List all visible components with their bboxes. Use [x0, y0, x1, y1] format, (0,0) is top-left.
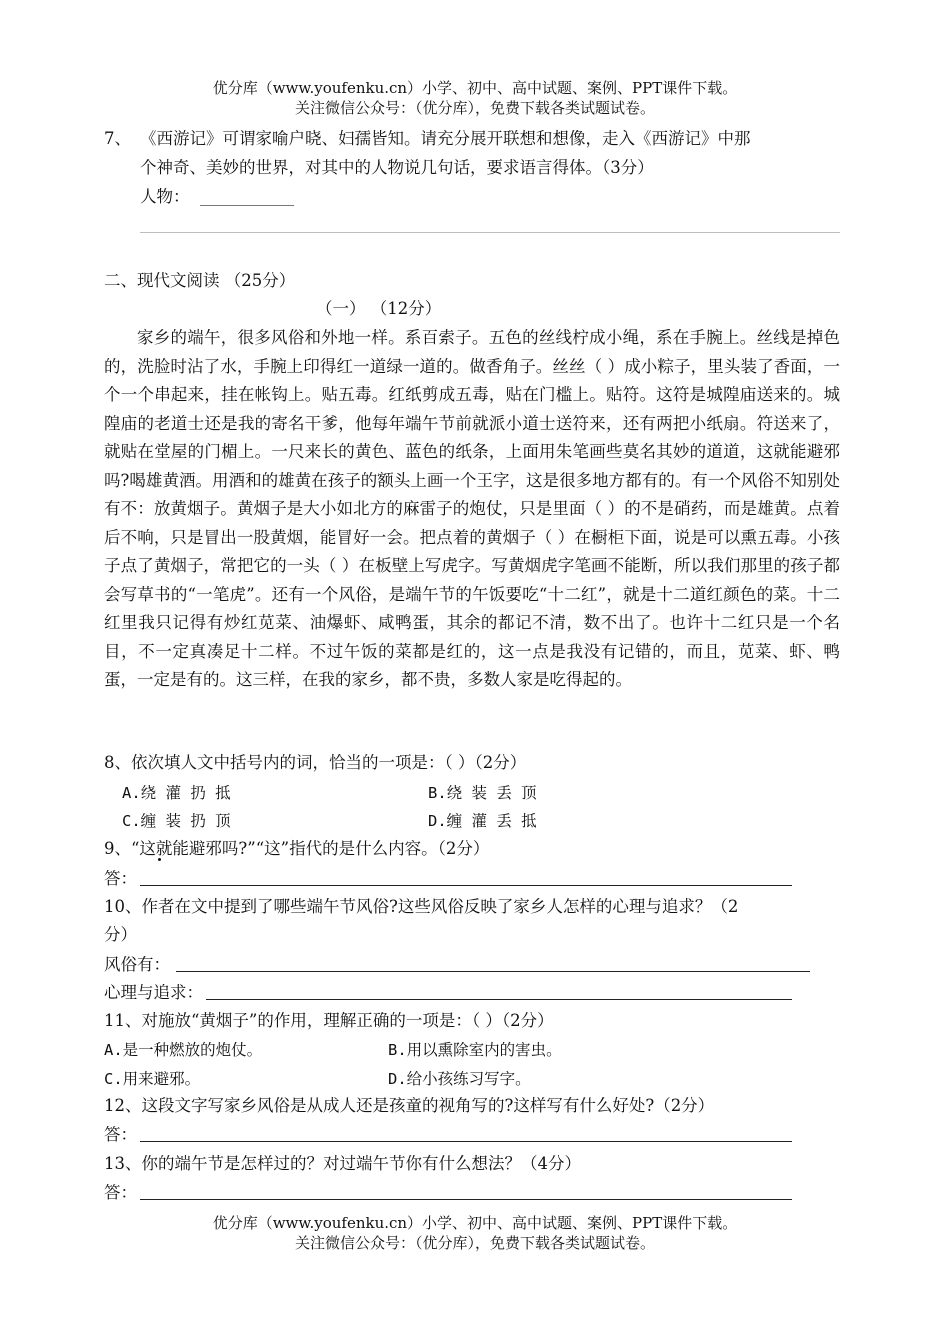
reading-passage: 家乡的端午，很多风俗和外地一样。系百索子。五色的丝线柠成小绳，系在手腕上。丝线是掉色的，洗脸时沾了水，手腕上印得红一道绿一道的。做香角子。丝丝（ ）成小粽子，里头装了香面，一个一个串起来，挂在帐钩上。贴五毒。红纸剪成五毒，贴在门槛上。贴符。这符是城隍庙送来的。城隍庙的老道士还是我的寄名干爹，他每年端午节前就派小道士送符来，还有两把小纸扇。符送来了，就贴在堂屋的门楣上。一尺来长的黄色、蓝色的纸条，上面用朱笔画些莫名其妙的道道，这就能避邪吗?喝雄黄酒。用酒和的雄黄在孩子的额头上画一个王字，这是很多地方都有的。有一个风俗不知别处有不：放黄烟子。黄烟子是大小如北方的麻雷子的炮仗，只是里面（ ）的不是硝药，而是雄黄。点着后不响，只是冒出一股黄烟，能冒好一会。把点着的黄烟子（ ）在橱柜下面，说是可以熏五毒。小孩子点了黄烟子，常把它的一头（ ）在板壁上写虎字。写黄烟虎字笔画不能断，所以我们那里的孩子都会写草书的“一笔虎”。还有一个风俗，是端午节的午饭要吃“十二红”，就是十二道红颜色的菜。十二红里我只记得有炒红苋菜、油爆虾、咸鸭蛋，其余的都记不清，数不出了。也许十二红只是一个名目，不一定真凑足十二样。不过午饭的菜都是红的，这一点是我没有记错的，而且，苋菜、虾、鸭蛋，一定是有的。这三样，在我的家乡，都不贵，多数人家是吃得起的。 [104, 328, 840, 689]
q8-option-d[interactable]: D.缠 灌 丢 抵 [428, 812, 537, 830]
q8-option-b[interactable]: B.绕 装 丢 顶 [428, 784, 537, 802]
q7-line-1: 《西游记》可谓家喻户晓、妇孺皆知。请充分展开联想和想像，走入《西游记》中那 [140, 129, 751, 148]
q13-answer-line[interactable] [140, 1199, 792, 1200]
q7-line-2: 个神奇、美妙的世界，对其中的人物说几句话，要求语言得体。（3分） [140, 158, 654, 177]
q11-option-c[interactable]: C.用来避邪。 [104, 1070, 201, 1088]
q10-psychology-line[interactable] [206, 999, 792, 1000]
q13-stem: 13、你的端午节是怎样过的？对过端午节你有什么想法？（4分） [104, 1154, 581, 1173]
q7-person-label: 人物： [140, 187, 190, 206]
q7-number: 7、 [104, 129, 131, 148]
q7-answer-line[interactable] [140, 232, 840, 233]
q9-answer-label: 答： [104, 869, 137, 888]
q12-answer-line[interactable] [140, 1141, 792, 1142]
section-2-subtitle: （一） （12分） [316, 299, 442, 318]
q11-stem: 11、对施放“黄烟子”的作用，理解正确的一项是：（ ）（2分） [104, 1011, 554, 1030]
header-line-2: 关注微信公众号：（优分库），免费下载各类试题试卷。 [294, 99, 655, 117]
q10-stem-line-2: 分） [104, 925, 137, 944]
q7-person-blank[interactable] [200, 205, 294, 206]
q9-answer-line[interactable] [140, 885, 792, 886]
q11-option-d[interactable]: D.给小孩练习写字。 [388, 1070, 531, 1088]
q11-option-b[interactable]: B.用以熏除室内的害虫。 [388, 1041, 562, 1059]
q11-option-a[interactable]: A.是一种燃放的炮仗。 [104, 1041, 263, 1059]
q12-stem: 12、这段文字写家乡风俗是从成人还是孩童的视角写的?这样写有什么好处?（2分） [104, 1096, 715, 1115]
q8-option-a[interactable]: A.绕 灌 扔 抵 [122, 784, 231, 802]
header-line-1: 优分库（www.youfenku.cn）小学、初中、高中试题、案例、PPT课件下载。 [212, 79, 738, 97]
q8-option-c[interactable]: C.缠 装 扔 顶 [122, 812, 231, 830]
q10-customs-label: 风俗有： [104, 955, 170, 974]
q10-stem-line-1: 10、作者在文中提到了哪些端午节风俗?这些风俗反映了家乡人怎样的心理与追求？（2 [104, 897, 739, 916]
footer-line-2: 关注微信公众号：（优分库），免费下载各类试题试卷。 [294, 1234, 655, 1252]
emphasis-dot [158, 858, 161, 861]
q9-stem: 9、“这就能避邪吗?”“这”指代的是什么内容。（2分） [104, 839, 490, 858]
q13-answer-label: 答： [104, 1183, 137, 1202]
q10-psychology-label: 心理与追求： [104, 983, 203, 1002]
q12-answer-label: 答： [104, 1125, 137, 1144]
q10-customs-line[interactable] [176, 971, 810, 972]
section-2-title: 二、现代文阅读 （25分） [104, 271, 296, 290]
footer-line-1: 优分库（www.youfenku.cn）小学、初中、高中试题、案例、PPT课件下载。 [212, 1214, 738, 1232]
q8-stem: 8、依次填人文中括号内的词，恰当的一项是：（ ）（2分） [104, 753, 527, 772]
